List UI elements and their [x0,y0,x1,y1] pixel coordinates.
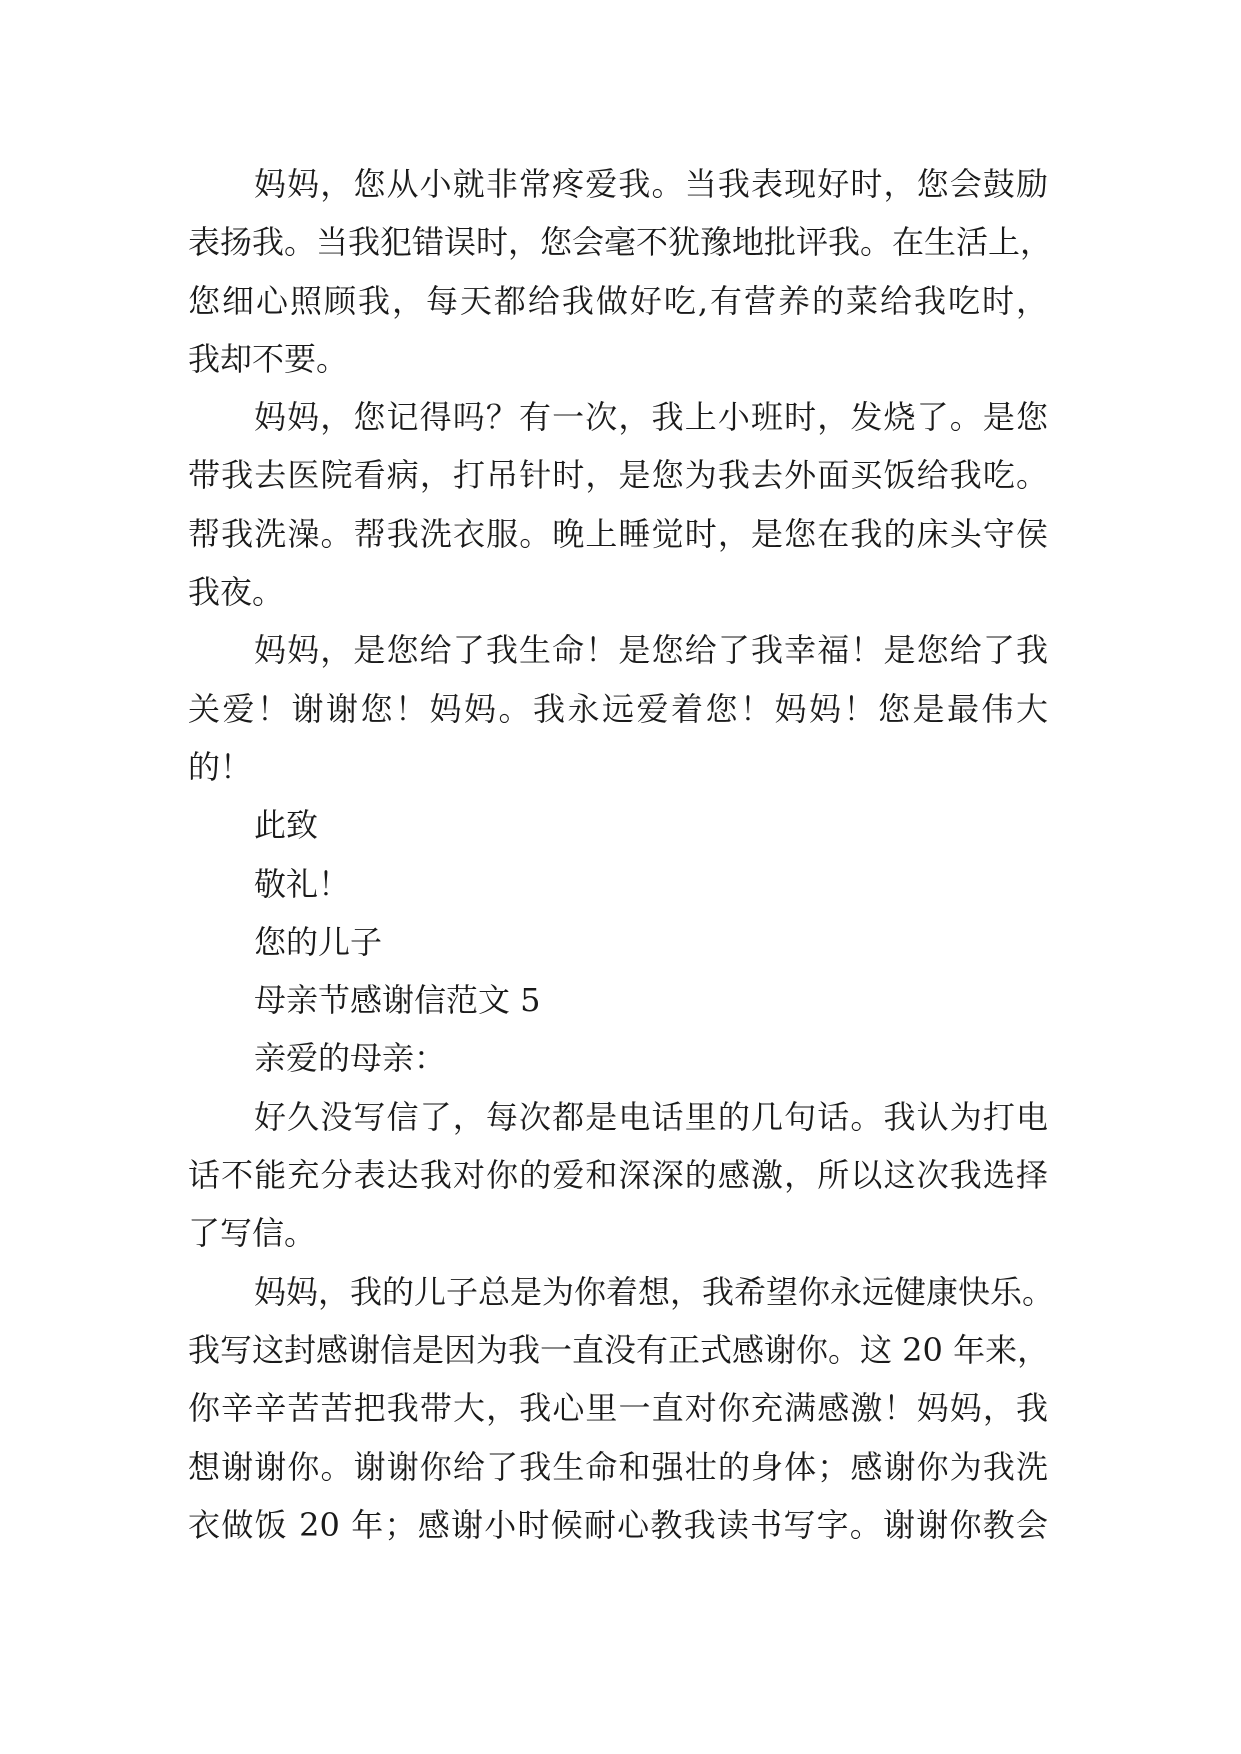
paragraph-line: 了写信。 [188,1214,317,1253]
paragraph-line: 我却不要。 [188,339,349,378]
closing-regards: 敬礼！ [254,864,351,903]
paragraph-line: 话不能充分表达我对你的爱和深深的感激，所以这次我选择 [188,1156,1048,1195]
paragraph-line: 妈妈，您记得吗？有一次，我上小班时，发烧了。是您 [254,398,1048,437]
paragraph-line: 我夜。 [188,573,285,612]
paragraph-line: 我写这封感谢信是因为我一直没有正式感谢你。这 20 年来， [188,1330,1050,1369]
paragraph-line: 带我去医院看病，打吊针时，是您为我去外面买饭给我吃。 [188,456,1048,495]
paragraph-line: 衣做饭 20 年；感谢小时候耐心教我读书写字。谢谢你教会 [188,1505,1048,1544]
letter-body [188,155,1055,1554]
paragraph-line: 帮我洗澡。帮我洗衣服。晚上睡觉时，是您在我的床头守侯 [188,514,1048,553]
signature: 您的儿子 [254,922,383,961]
greeting: 亲爱的母亲： [254,1039,447,1078]
paragraph-line: 妈妈，是您给了我生命！是您给了我幸福！是您给了我 [254,631,1048,670]
paragraph-line: 妈妈，我的儿子总是为你着想，我希望你永远健康快乐。 [254,1272,1055,1311]
paragraph-line: 好久没写信了，每次都是电话里的几句话。我认为打电 [254,1097,1048,1136]
paragraph-line: 表扬我。当我犯错误时，您会毫不犹豫地批评我。在生活上， [188,223,1053,262]
section-title: 母亲节感谢信范文 5 [254,981,541,1020]
paragraph-line: 的！ [188,747,253,786]
closing-salutation: 此致 [254,806,319,845]
paragraph-line: 您细心照顾我，每天都给我做好吃,有营养的菜给我吃时， [188,281,1048,320]
paragraph-line: 你辛辛苦苦把我带大，我心里一直对你充满感激！妈妈，我 [188,1389,1048,1428]
paragraph-line: 妈妈，您从小就非常疼爱我。当我表现好时，您会鼓励 [254,165,1048,203]
paragraph-line: 想谢谢你。谢谢你给了我生命和强壮的身体；感谢你为我洗 [188,1447,1048,1486]
paragraph-line: 关爱！谢谢您！妈妈。我永远爱着您！妈妈！您是最伟大 [188,689,1048,728]
